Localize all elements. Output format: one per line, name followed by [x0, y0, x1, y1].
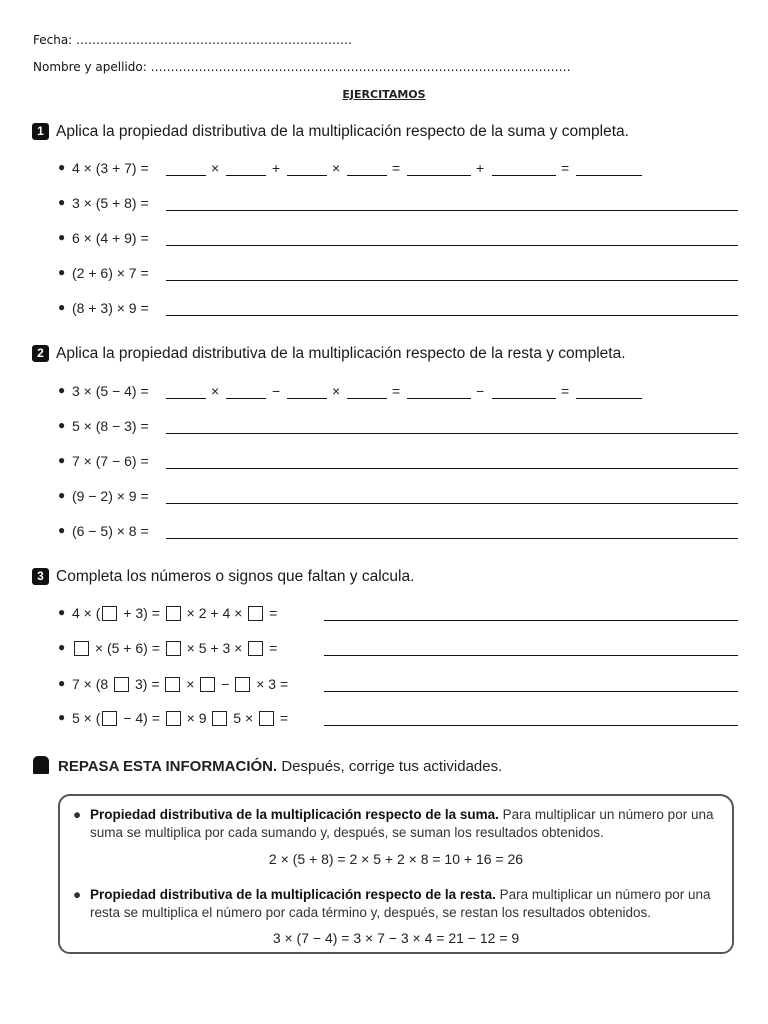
operator: − [272, 383, 281, 399]
answer-blank[interactable] [287, 160, 327, 176]
expression-part: − 4) = [119, 710, 164, 726]
section-number-badge: 1 [32, 123, 49, 140]
info-title: Propiedad distributiva de la multiplicación respecto de la resta. [90, 887, 496, 902]
info-body: Para multiplicar un número por una resta se multiplica el número por cada término y, después, se restan los resultados obtenidos. [90, 887, 711, 920]
answer-box[interactable] [259, 711, 274, 726]
answer-box[interactable] [200, 677, 215, 692]
answer-box[interactable] [248, 641, 263, 656]
expression-part: × 5 + 3 × [182, 640, 247, 656]
info-text [90, 806, 725, 842]
answer-box[interactable] [102, 711, 117, 726]
answer-box[interactable] [74, 641, 89, 656]
info-title: Propiedad distributiva de la multiplicación respecto de la suma. [90, 807, 499, 822]
exercise-expression: 7 × (7 − 6) = [72, 453, 149, 469]
answer-blank[interactable] [166, 383, 206, 399]
box-expression [72, 640, 277, 656]
exercise-expression: (2 + 6) × 7 = [72, 265, 149, 281]
operator: + [272, 160, 281, 176]
bullet-icon: ● [58, 418, 66, 432]
answer-box[interactable] [235, 677, 250, 692]
info-text [90, 886, 725, 922]
answer-line[interactable] [166, 300, 738, 316]
formula-example: 2 × (5 + 8) = 2 × 5 + 2 × 8 = 10 + 16 = 26 [268, 851, 524, 867]
answer-box[interactable] [248, 606, 263, 621]
answer-box[interactable] [165, 677, 180, 692]
page-title: EJERCITAMOS [342, 88, 426, 101]
answer-line[interactable] [166, 418, 738, 434]
section-heading-text: Completa los números o signos que faltan y calcula. [56, 568, 415, 585]
answer-line[interactable] [166, 488, 738, 504]
answer-blank[interactable] [226, 160, 266, 176]
answer-blank[interactable] [576, 383, 642, 399]
bullet-icon: ● [58, 676, 66, 690]
box-expression [72, 710, 288, 726]
answer-line[interactable] [166, 195, 738, 211]
expression-part: 4 × ( [72, 605, 101, 621]
answer-line[interactable] [166, 265, 738, 281]
answer-blank[interactable] [226, 383, 266, 399]
operator: = [392, 383, 401, 399]
bullet-icon: ● [58, 195, 66, 209]
exercise-expression: (6 − 5) × 8 = [72, 523, 149, 539]
answer-box[interactable] [166, 711, 181, 726]
section-heading-text: Aplica la propiedad distributiva de la multiplicación respecto de la suma y completa. [56, 123, 629, 140]
info-body: Para multiplicar un número por una suma se multiplica por cada sumando y, después, se suman los resultados obtenidos. [90, 807, 714, 840]
bullet-icon: ● [58, 230, 66, 244]
section-number-badge: 2 [32, 345, 49, 362]
bullet-icon: ● [73, 807, 82, 822]
answer-box[interactable] [102, 606, 117, 621]
answer-blank[interactable] [287, 383, 327, 399]
exercise-expression: 6 × (4 + 9) = [72, 230, 149, 246]
date-line: Fecha: …………………………………………………………… [33, 33, 353, 47]
bullet-icon: ● [73, 887, 82, 902]
expression-part: = [265, 605, 278, 621]
expression-part: = [265, 640, 278, 656]
answer-box[interactable] [166, 641, 181, 656]
operator: × [211, 383, 220, 399]
bullet-icon: ● [58, 605, 66, 619]
box-expression [72, 605, 277, 621]
review-label-bold: REPASA ESTA INFORMACIÓN. [58, 758, 278, 775]
operator: = [561, 383, 570, 399]
review-label-rest: Después, corrige tus actividades. [277, 758, 503, 775]
bullet-icon: ● [58, 265, 66, 279]
bullet-icon: ● [58, 300, 66, 314]
section-heading-text: Aplica la propiedad distributiva de la multiplicación respecto de la resta y completa. [56, 345, 626, 362]
bullet-icon: ● [58, 488, 66, 502]
answer-blank[interactable] [492, 160, 556, 176]
exercise-expression: 3 × (5 + 8) = [72, 195, 149, 211]
bullet-icon: ● [58, 383, 66, 397]
section-number-badge: 3 [32, 568, 49, 585]
answer-box[interactable] [114, 677, 129, 692]
bullet-icon: ● [58, 160, 66, 174]
answer-line[interactable] [166, 523, 738, 539]
operator: × [332, 383, 341, 399]
expression-part: = [276, 710, 289, 726]
expression-part: 5 × ( [72, 710, 101, 726]
answer-blank[interactable] [407, 160, 471, 176]
bullet-icon: ● [58, 640, 66, 654]
info-box [58, 794, 734, 954]
exercise-expression: (9 − 2) × 9 = [72, 488, 149, 504]
answer-blank[interactable] [576, 160, 642, 176]
expression-part: × (5 + 6) = [91, 640, 164, 656]
expression-part: + 3) = [119, 605, 164, 621]
operator: = [392, 160, 401, 176]
answer-blank[interactable] [166, 160, 206, 176]
exercise-expression: 4 × (3 + 7) = [72, 160, 149, 176]
exercise-expression: (8 + 3) × 9 = [72, 300, 149, 316]
answer-line[interactable] [166, 453, 738, 469]
answer-box[interactable] [166, 606, 181, 621]
answer-line[interactable] [324, 605, 738, 621]
operator: = [561, 160, 570, 176]
operator: × [332, 160, 341, 176]
expression-part: 3) = [131, 676, 164, 692]
operator: + [476, 160, 485, 176]
bullet-icon: ● [58, 523, 66, 537]
answer-blank[interactable] [347, 160, 387, 176]
review-heading-text [58, 758, 502, 775]
answer-line[interactable] [324, 710, 738, 726]
operator: − [476, 383, 485, 399]
answer-line[interactable] [166, 230, 738, 246]
answer-box[interactable] [212, 711, 227, 726]
expression-part: 5 × [229, 710, 258, 726]
review-marker-icon [33, 756, 49, 774]
box-expression [72, 676, 288, 692]
bullet-icon: ● [58, 453, 66, 467]
formula-example: 3 × (7 − 4) = 3 × 7 − 3 × 4 = 21 − 12 = 9 [272, 930, 520, 946]
expression-part: × 9 [182, 710, 211, 726]
name-line: Nombre y apellido: …………………………………………………………………………………………… [33, 60, 571, 74]
answer-blank[interactable] [347, 383, 387, 399]
expression-part: × 3 = [252, 676, 289, 692]
answer-line[interactable] [324, 640, 738, 656]
expression-part: − [217, 676, 234, 692]
answer-blank[interactable] [492, 383, 556, 399]
exercise-expression: 5 × (8 − 3) = [72, 418, 149, 434]
bullet-icon: ● [58, 710, 66, 724]
answer-line[interactable] [324, 676, 738, 692]
exercise-expression: 3 × (5 − 4) = [72, 383, 149, 399]
expression-part: × 2 + 4 × [182, 605, 247, 621]
operator: × [211, 160, 220, 176]
expression-part: 7 × (8 [72, 676, 113, 692]
answer-blank[interactable] [407, 383, 471, 399]
expression-part: × [182, 676, 199, 692]
